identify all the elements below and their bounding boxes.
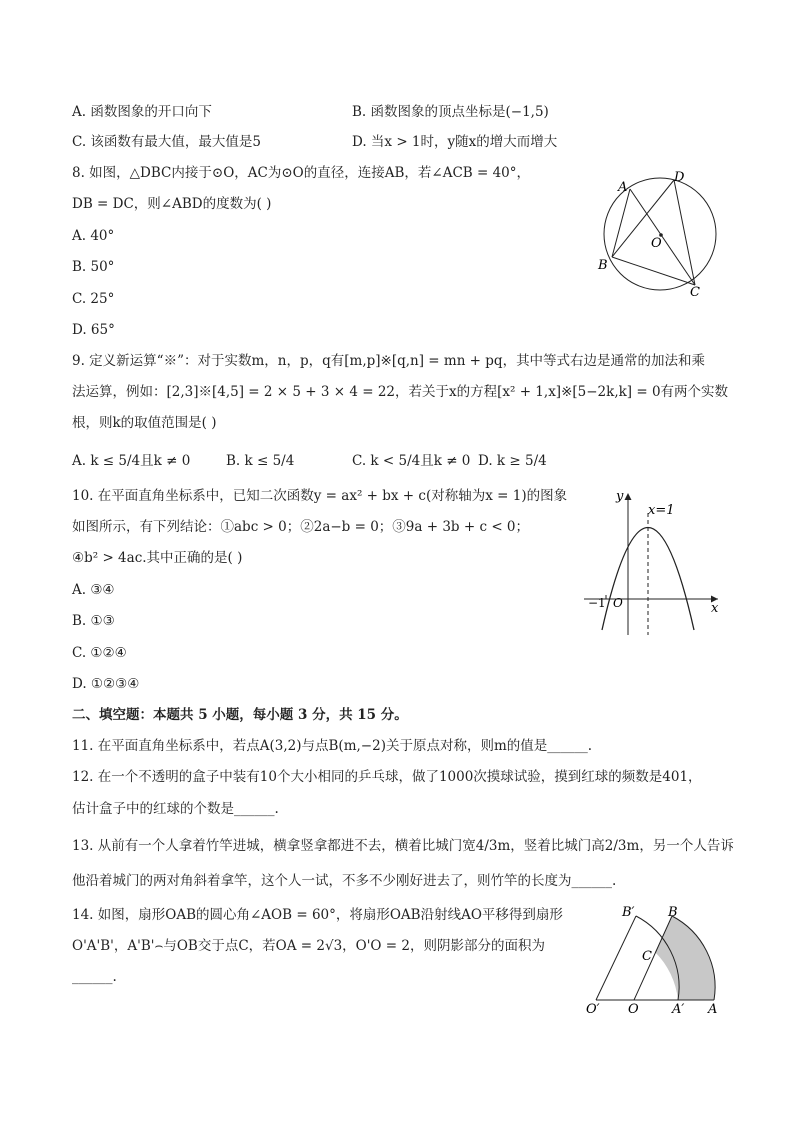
q8-stem-line2: DB = DC，则∠ABD的度数为( ) — [72, 196, 272, 212]
q10-stem-line3: ④b² > 4ac.其中正确的是( ) — [72, 550, 243, 566]
q8-segment-bc — [612, 257, 695, 285]
q12-stem-line1: 12. 在一个不透明的盒子中装有10个大小相同的乒乓球，做了1000次摸球试验，摸到红球的频数是401， — [72, 769, 702, 785]
q10-option-d: D. ①②③④ — [72, 676, 140, 692]
q8-label-b: B — [598, 258, 608, 273]
q7-option-b: B. 函数图象的顶点坐标是(−1,5) — [352, 104, 549, 120]
q7-option-d: D. 当x > 1时，y随x的增大而增大 — [352, 134, 558, 150]
q14-label-b: B — [668, 905, 678, 920]
q10-label-axis: x=1 — [648, 503, 675, 518]
q14-label-o: O — [628, 1002, 639, 1014]
q14-sector-figure — [580, 904, 730, 1014]
q8-circle-figure — [590, 165, 730, 300]
q8-label-a: A — [618, 180, 628, 195]
q9-stem-line1: 9. 定义新运算“※”：对于实数m，n，p，q有[m,p]※[q,n] = mn + pq，其中等式右边是通常的加法和乘 — [72, 353, 706, 369]
q8-label-c: C — [690, 285, 700, 300]
q14-label-b1: B′ — [622, 905, 635, 920]
q14-stem-line3: ______. — [72, 969, 117, 985]
q8-label-o: O — [651, 236, 662, 251]
q9-stem-line2: 法运算，例如：[2,3]※[4,5] = 2 × 5 + 3 × 4 = 22，若关于x的方程[x² + 1,x]※[5−2k,k] = 0有两个实数 — [72, 384, 729, 400]
q8-option-d: D. 65° — [72, 322, 115, 338]
q7-option-a: A. 函数图象的开口向下 — [72, 104, 212, 120]
q14-label-a1: A′ — [672, 1002, 685, 1014]
q8-option-a: A. 40° — [72, 228, 115, 244]
q10-parabola-figure — [580, 485, 730, 640]
q13-stem-line1: 13. 从前有一个人拿着竹竿进城，横拿竖拿都进不去，横着比城门宽4/3m，竖着比城门高2/3m，另一个人告诉 — [72, 838, 734, 854]
q8-label-d: D — [674, 170, 685, 185]
q14-label-o1: O′ — [586, 1002, 600, 1014]
q10-stem-line2: 如图所示，有下列结论：①abc > 0；②2a−b = 0；③9a + 3b + c < 0； — [72, 519, 530, 535]
q8-option-c: C. 25° — [72, 291, 115, 307]
q9-option-b: B. k ≤ 5/4 — [226, 453, 295, 469]
q8-option-b: B. 50° — [72, 259, 115, 275]
q10-option-c: C. ①②④ — [72, 645, 127, 661]
q8-stem-line1: 8. 如图，△DBC内接于⊙O，AC为⊙O的直径，连接AB，若∠ACB = 40°， — [72, 165, 531, 181]
q13-stem-line2: 他沿着城门的两对角斜着拿竿，这个人一试，不多不少刚好进去了，则竹竿的长度为______. — [72, 873, 617, 889]
q14-radius-o1b1 — [596, 916, 636, 1000]
q9-option-d: D. k ≥ 5/4 — [478, 453, 547, 469]
q14-shaded-region — [655, 916, 715, 1000]
q10-option-a: A. ③④ — [72, 582, 115, 598]
q10-label-origin: O — [613, 596, 623, 610]
q9-option-c: C. k < 5/4且k ≠ 0 — [352, 453, 471, 469]
q7-option-c: C. 该函数有最大值，最大值是5 — [72, 134, 262, 150]
q12-stem-line2: 估计盒子中的红球的个数是______. — [72, 801, 279, 817]
section-fill-in-heading: 二、填空题：本题共 5 小题，每小题 3 分，共 15 分。 — [72, 707, 408, 723]
q14-stem-line2: O'A'B'，A'B'⌢与OB交于点C，若OA = 2√3，O'O = 2，则阴影部分的面积为 — [72, 938, 545, 954]
q14-label-c: C — [642, 949, 652, 964]
q9-stem-line3: 根，则k的取值范围是( ) — [72, 415, 217, 431]
q10-label-minus1: −1 — [588, 596, 606, 610]
q8-segment-ab — [612, 189, 630, 257]
q10-label-y: y — [616, 489, 624, 504]
q10-y-arrow — [625, 493, 632, 500]
q10-option-b: B. ①③ — [72, 613, 115, 629]
q14-stem-line1: 14. 如图，扇形OAB的圆心角∠AOB = 60°，将扇形OAB沿射线AO平移得到扇形 — [72, 907, 563, 923]
q10-label-x: x — [711, 601, 719, 616]
q11-stem: 11. 在平面直角坐标系中，若点A(3,2)与点B(m,−2)关于原点对称，则m的值是______. — [72, 738, 593, 754]
q10-stem-line1: 10. 在平面直角坐标系中，已知二次函数y = ax² + bx + c(对称轴为x = 1)的图象 — [72, 488, 568, 504]
q14-label-a: A — [708, 1002, 718, 1014]
q9-option-a: A. k ≤ 5/4且k ≠ 0 — [72, 453, 191, 469]
